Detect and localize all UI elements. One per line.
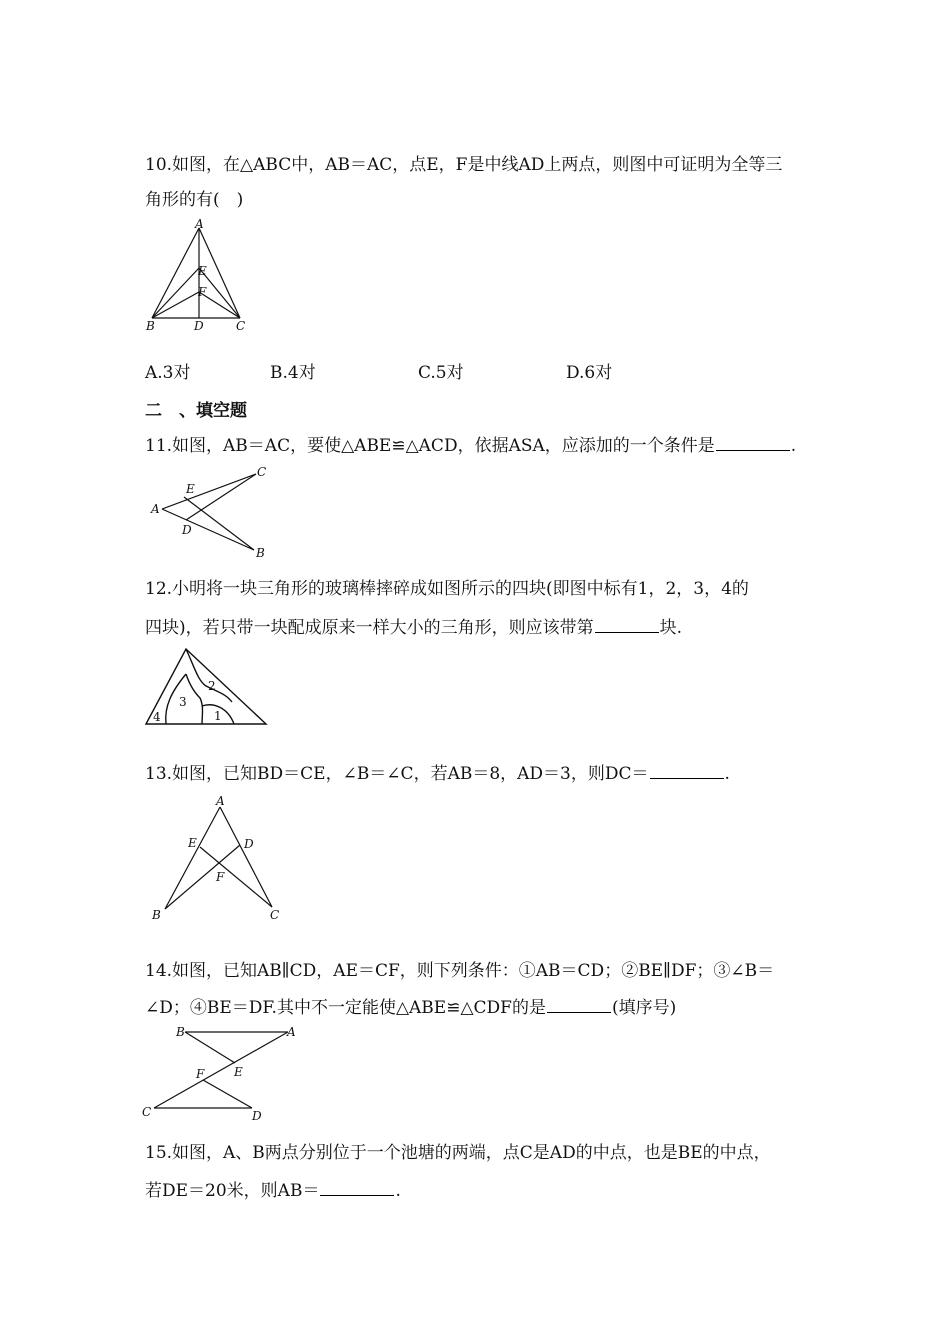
- q13-seg-bd: [165, 845, 240, 909]
- q13-seg-ab: [165, 807, 220, 909]
- q10-option-a[interactable]: A.3对: [145, 363, 191, 383]
- q13-label-a: A: [216, 794, 225, 808]
- q13-label-d: D: [244, 837, 254, 851]
- q14-label-a: A: [287, 1025, 296, 1039]
- q10-label-d: D: [194, 319, 204, 333]
- q13-label-b: B: [152, 908, 161, 922]
- q11-label-e: E: [186, 482, 195, 496]
- q13-label-c: C: [270, 908, 280, 922]
- q11-figure: [148, 464, 278, 559]
- q14-figure: [140, 1022, 300, 1126]
- q12-answer-blank[interactable]: [595, 616, 659, 633]
- q10-text-line2: 角形的有( ): [145, 190, 244, 210]
- q13-text: [145, 762, 730, 785]
- q12-crack-3: [186, 674, 203, 724]
- q11-answer-blank[interactable]: [716, 434, 790, 451]
- q14-label-e: E: [234, 1065, 243, 1079]
- q14-text-line2: [145, 996, 676, 1019]
- q14-seg-ac: [154, 1032, 288, 1108]
- q12-text-line1: 12.小明将一块三角形的玻璃棒摔碎成如图所示的四块(即图中标有1，2，3，4的: [145, 579, 749, 599]
- q12-text-post: 块.: [659, 618, 683, 638]
- q13-figure: [148, 793, 288, 923]
- q10-option-d[interactable]: D.6对: [566, 363, 613, 383]
- q12-label-4: 4: [153, 710, 161, 724]
- q10-label-a: A: [195, 217, 204, 231]
- q14-label-c: C: [142, 1105, 152, 1119]
- section-title: 二 、填空题: [145, 401, 247, 421]
- q12-text-line2: [145, 616, 682, 639]
- q13-text-main: 13.如图，已知BD＝CE，∠B＝∠C，若AB＝8，AD＝3，则DC＝: [145, 764, 649, 784]
- q10-figure: [140, 218, 260, 338]
- q15-text-pre: 若DE＝20米，则AB＝: [145, 1181, 320, 1201]
- q14-text-pre: ∠D；④BE＝DF.其中不一定能使△ABE≌△CDF的是: [145, 998, 546, 1018]
- q14-text-line1: 14.如图，已知AB∥CD，AE＝CF，则下列条件：①AB＝CD；②BE∥DF；③∠B＝: [145, 961, 775, 981]
- q12-label-1: 1: [214, 709, 222, 723]
- q13-label-e: E: [188, 836, 197, 850]
- q13-label-f: F: [216, 870, 225, 884]
- q15-text-line2: [145, 1179, 401, 1202]
- q10-label-b: B: [146, 319, 155, 333]
- q10-text-line1: 10.如图，在△ABC中，AB＝AC，点E，F是中线AD上两点，则图中可证明为全等三: [145, 155, 783, 175]
- q10-label-e: E: [198, 264, 207, 278]
- q12-text-pre: 四块)，若只带一块配成原来一样大小的三角形，则应该带第: [145, 618, 594, 638]
- q14-label-b: B: [176, 1025, 185, 1039]
- q11-text: [145, 434, 796, 457]
- q14-seg-fd: [203, 1080, 252, 1108]
- q11-label-b: B: [256, 546, 265, 560]
- q11-text-tail: .: [790, 436, 797, 456]
- q14-label-d: D: [252, 1109, 262, 1123]
- q12-label-3: 3: [179, 695, 187, 709]
- q10-label-c: C: [236, 319, 246, 333]
- q10-option-b[interactable]: B.4对: [270, 363, 316, 383]
- q15-answer-blank[interactable]: [320, 1179, 394, 1196]
- q11-text-main: 11.如图，AB＝AC，要使△ABE≌△ACD，依据ASA，应添加的一个条件是: [145, 436, 715, 456]
- q13-seg-ac: [220, 807, 272, 907]
- q15-text-post: .: [395, 1181, 401, 1201]
- q10-seg-be: [152, 268, 199, 318]
- q14-answer-blank[interactable]: [547, 996, 611, 1013]
- q14-label-f: F: [196, 1067, 205, 1081]
- q11-label-c: C: [257, 465, 267, 479]
- q12-label-2: 2: [208, 679, 216, 693]
- q11-seg-ac: [162, 474, 256, 509]
- q14-text-post: (填序号): [611, 998, 677, 1018]
- q12-figure: [142, 646, 272, 728]
- q14-seg-be: [185, 1032, 235, 1063]
- q11-seg-dc: [186, 474, 256, 520]
- q13-answer-blank[interactable]: [650, 762, 724, 779]
- q13-seg-ce: [200, 847, 272, 907]
- q12-crack-2: [186, 649, 232, 702]
- q13-text-tail: .: [724, 764, 730, 784]
- q10-option-c[interactable]: C.5对: [418, 363, 464, 383]
- q11-label-a: A: [151, 502, 160, 516]
- q11-label-d: D: [182, 523, 192, 537]
- q15-text-line1: 15.如图，A、B两点分别位于一个池塘的两端，点C是AD的中点，也是BE的中点，: [145, 1143, 771, 1163]
- q10-label-f: F: [198, 285, 207, 299]
